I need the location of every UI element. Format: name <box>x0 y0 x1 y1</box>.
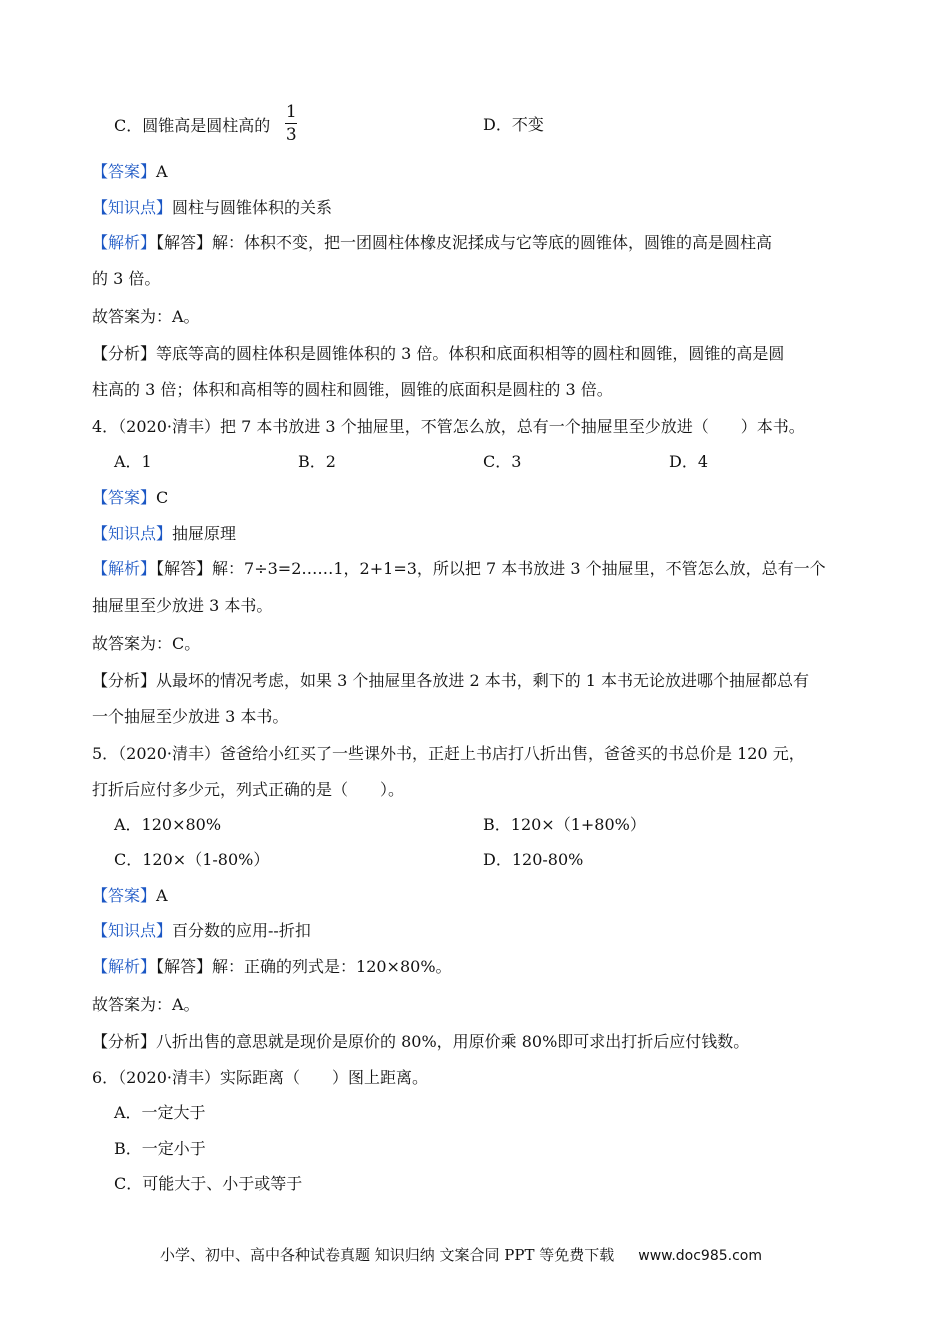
knowledge-tag: 【知识点】 <box>92 921 173 940</box>
q4-fenxi-line1: 【分析】从最坏的情况考虑，如果 3 个抽屉里各放进 2 本书，剩下的 1 本书无论放进哪个抽屉都总有 <box>92 671 810 690</box>
q3-fenxi-line1: 【分析】等底等高的圆柱体积是圆锥体积的 3 倍。体积和底面积相等的圆柱和圆锥，圆锥的高是圆 <box>92 344 785 363</box>
q5-conclusion: 故答案为：A。 <box>92 995 200 1014</box>
knowledge-tag: 【知识点】 <box>92 524 173 543</box>
q5-answer: 【答案】A <box>92 886 168 905</box>
page-footer <box>160 1244 762 1265</box>
analysis-tag: 【解析】 <box>92 559 157 578</box>
q3-analysis-line2: 的 3 倍。 <box>92 269 161 288</box>
analysis-tag: 【解析】 <box>92 957 157 976</box>
footer-url[interactable]: www.doc985.com <box>638 1248 763 1264</box>
q5-question-line2: 打折后应付多少元，列式正确的是（ ）。 <box>92 780 405 799</box>
q4-conclusion: 故答案为：C。 <box>92 634 201 653</box>
q6-option-a: A．一定大于 <box>114 1103 206 1122</box>
q3-answer: 【答案】A <box>92 162 168 181</box>
q4-option-d: D．4 <box>669 452 709 471</box>
q5-question-line1: 5．（2020·清丰）爸爸给小红买了一些课外书，正赶上书店打八折出售，爸爸买的书总价是 120 元， <box>92 744 805 763</box>
q5-option-c: C．120×（1-80%） <box>114 850 270 869</box>
q4-knowledge: 【知识点】抽屉原理 <box>92 524 237 543</box>
fraction-denominator: 3 <box>285 125 297 145</box>
footer-text: 小学、初中、高中各种试卷真题 知识归纳 文案合同 PPT 等免费下载 <box>160 1246 615 1264</box>
fraction-bar <box>285 123 297 124</box>
q6-option-b: B．一定小于 <box>114 1139 206 1158</box>
q3-knowledge: 【知识点】圆柱与圆锥体积的关系 <box>92 198 333 217</box>
q4-option-c: C．3 <box>483 452 522 471</box>
q5-analysis: 【解析】【解答】解：正确的列式是：120×80%。 <box>92 957 452 976</box>
answer-tag: 【答案】 <box>92 886 157 905</box>
q6-option-c: C．可能大于、小于或等于 <box>114 1174 303 1193</box>
q6-question: 6．（2020·清丰）实际距离（ ）图上距离。 <box>92 1068 428 1087</box>
q4-option-a: A．1 <box>114 452 152 471</box>
q3-analysis: 【解析】【解答】解：体积不变，把一团圆柱体橡皮泥揉成与它等底的圆锥体，圆锥的高是圆柱高 <box>92 233 773 252</box>
q5-knowledge: 【知识点】百分数的应用--折扣 <box>92 921 311 940</box>
knowledge-tag: 【知识点】 <box>92 198 173 217</box>
answer-tag: 【答案】 <box>92 488 157 507</box>
q3-option-d: D．不变 <box>483 115 544 134</box>
answer-tag: 【答案】 <box>92 162 157 181</box>
analysis-tag: 【解析】 <box>92 233 157 252</box>
fraction-one-third <box>285 102 297 145</box>
q5-option-d: D．120-80% <box>483 850 584 869</box>
q4-answer: 【答案】C <box>92 488 169 507</box>
q5-option-b: B．120×（1+80%） <box>483 815 646 834</box>
fraction-numerator: 1 <box>285 102 297 122</box>
q4-option-b: B．2 <box>298 452 336 471</box>
q4-question: 4．（2020·清丰）把 7 本书放进 3 个抽屉里，不管怎么放，总有一个抽屉里至少放进（ ）本书。 <box>92 417 805 436</box>
q3-fenxi-line2: 柱高的 3 倍；体积和高相等的圆柱和圆锥，圆锥的底面积是圆柱的 3 倍。 <box>92 380 613 399</box>
q4-fenxi-line2: 一个抽屉至少放进 3 本书。 <box>92 707 289 726</box>
q3-conclusion: 故答案为：A。 <box>92 307 200 326</box>
q4-analysis-line2: 抽屉里至少放进 3 本书。 <box>92 596 273 615</box>
q4-analysis: 【解析】【解答】解：7÷3=2……1，2+1=3，所以把 7 本书放进 3 个抽屉里，不管怎么放，总有一个 <box>92 559 826 578</box>
q3-option-c: C．圆锥高是圆柱高的 $\frac{1}{3}$ <box>114 102 297 145</box>
q5-fenxi-line1: 【分析】八折出售的意思就是现价是原价的 80%，用原价乘 80%即可求出打折后应付钱数。 <box>92 1032 750 1051</box>
q5-option-a: A．120×80% <box>114 815 222 834</box>
